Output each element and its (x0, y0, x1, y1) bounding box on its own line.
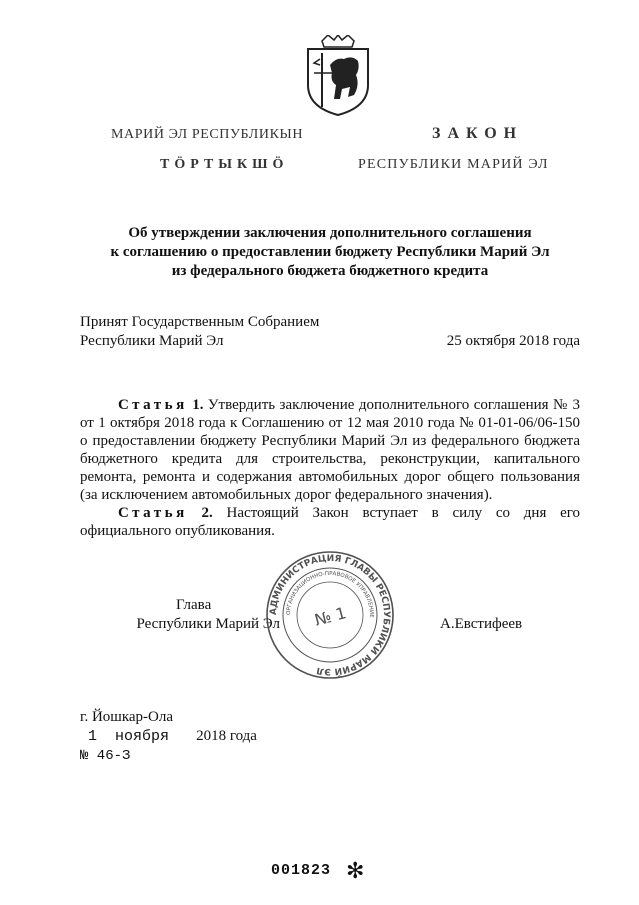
signatory-title-line1: Глава (176, 597, 212, 613)
article-label: Статья (118, 397, 188, 413)
official-seal-stamp (265, 550, 395, 680)
place-of-signing: г. Йошкар-Ола (80, 709, 174, 725)
seal-inner-text: ОРГАНИЗАЦИОННО-ПРАВОВОЕ УПРАВЛЕНИЕ (285, 570, 375, 618)
article-1 (80, 396, 580, 504)
adoption-block (80, 313, 580, 351)
signing-date (88, 728, 257, 745)
article-2 (80, 504, 580, 540)
article-text: Настоящий Закон вступает в силу со дня его официального опубликования. (80, 505, 581, 539)
document-title (80, 224, 580, 281)
article-number: 1. (192, 397, 204, 413)
article-label: Статья (118, 505, 188, 521)
header-mari-line2: ТӦРТЫКШӦ (160, 157, 289, 172)
signing-month: ноября (115, 728, 170, 745)
registration-number: 001823 (271, 862, 332, 879)
adoption-date: 25 октября 2018 года (446, 333, 580, 349)
signing-day: 1 (88, 728, 98, 745)
adoption-body-line2: Республики Марий Эл (80, 333, 224, 349)
articles-section (80, 396, 580, 540)
signatory-title-line2: Республики Марий Эл (136, 616, 280, 632)
article-text: Утвердить заключение дополнительного соглашения № 3 от 1 октября 2018 года к Соглашению от 12 мая 2010 года № 01-01-06/06-150 о предоставлении бюджету Республики Марий Эл из федерального бюджета бюджетного кредита для строительства, реконструкции, капитального ремонта, ремонта и содержания автомобильных дорог общего пользования (за исключением автомобильных дорог федерального значения). (80, 397, 581, 503)
seal-center-number: № 1 (312, 603, 349, 630)
title-line: Об утверждении заключения дополнительного соглашения (128, 225, 532, 241)
seal-outer-text: АДМИНИСТРАЦИЯ ГЛАВЫ РЕСПУБЛИКИ МАРИЙ ЭЛ (268, 553, 392, 677)
star-mark-icon: ✻ (346, 858, 365, 883)
header-mari-line1: МАРИЙ ЭЛ РЕСПУБЛИКЫН (111, 127, 304, 142)
header-law-title: ЗАКОН (432, 125, 524, 142)
header-republic-name: РЕСПУБЛИКИ МАРИЙ ЭЛ (358, 157, 549, 172)
signatory-title (80, 596, 280, 634)
adoption-body-line1: Принят Государственным Собранием (80, 314, 320, 330)
title-line: из федерального бюджета бюджетного кредита (171, 263, 489, 279)
signing-year: 2018 года (196, 728, 257, 744)
title-line: к соглашению о предоставлении бюджету Республики Марий Эл (110, 244, 550, 260)
law-number: № 46-З (80, 748, 131, 764)
coat-of-arms-emblem (300, 35, 376, 117)
signatory-name: А.Евстифеев (440, 616, 523, 632)
article-number: 2. (201, 505, 213, 521)
